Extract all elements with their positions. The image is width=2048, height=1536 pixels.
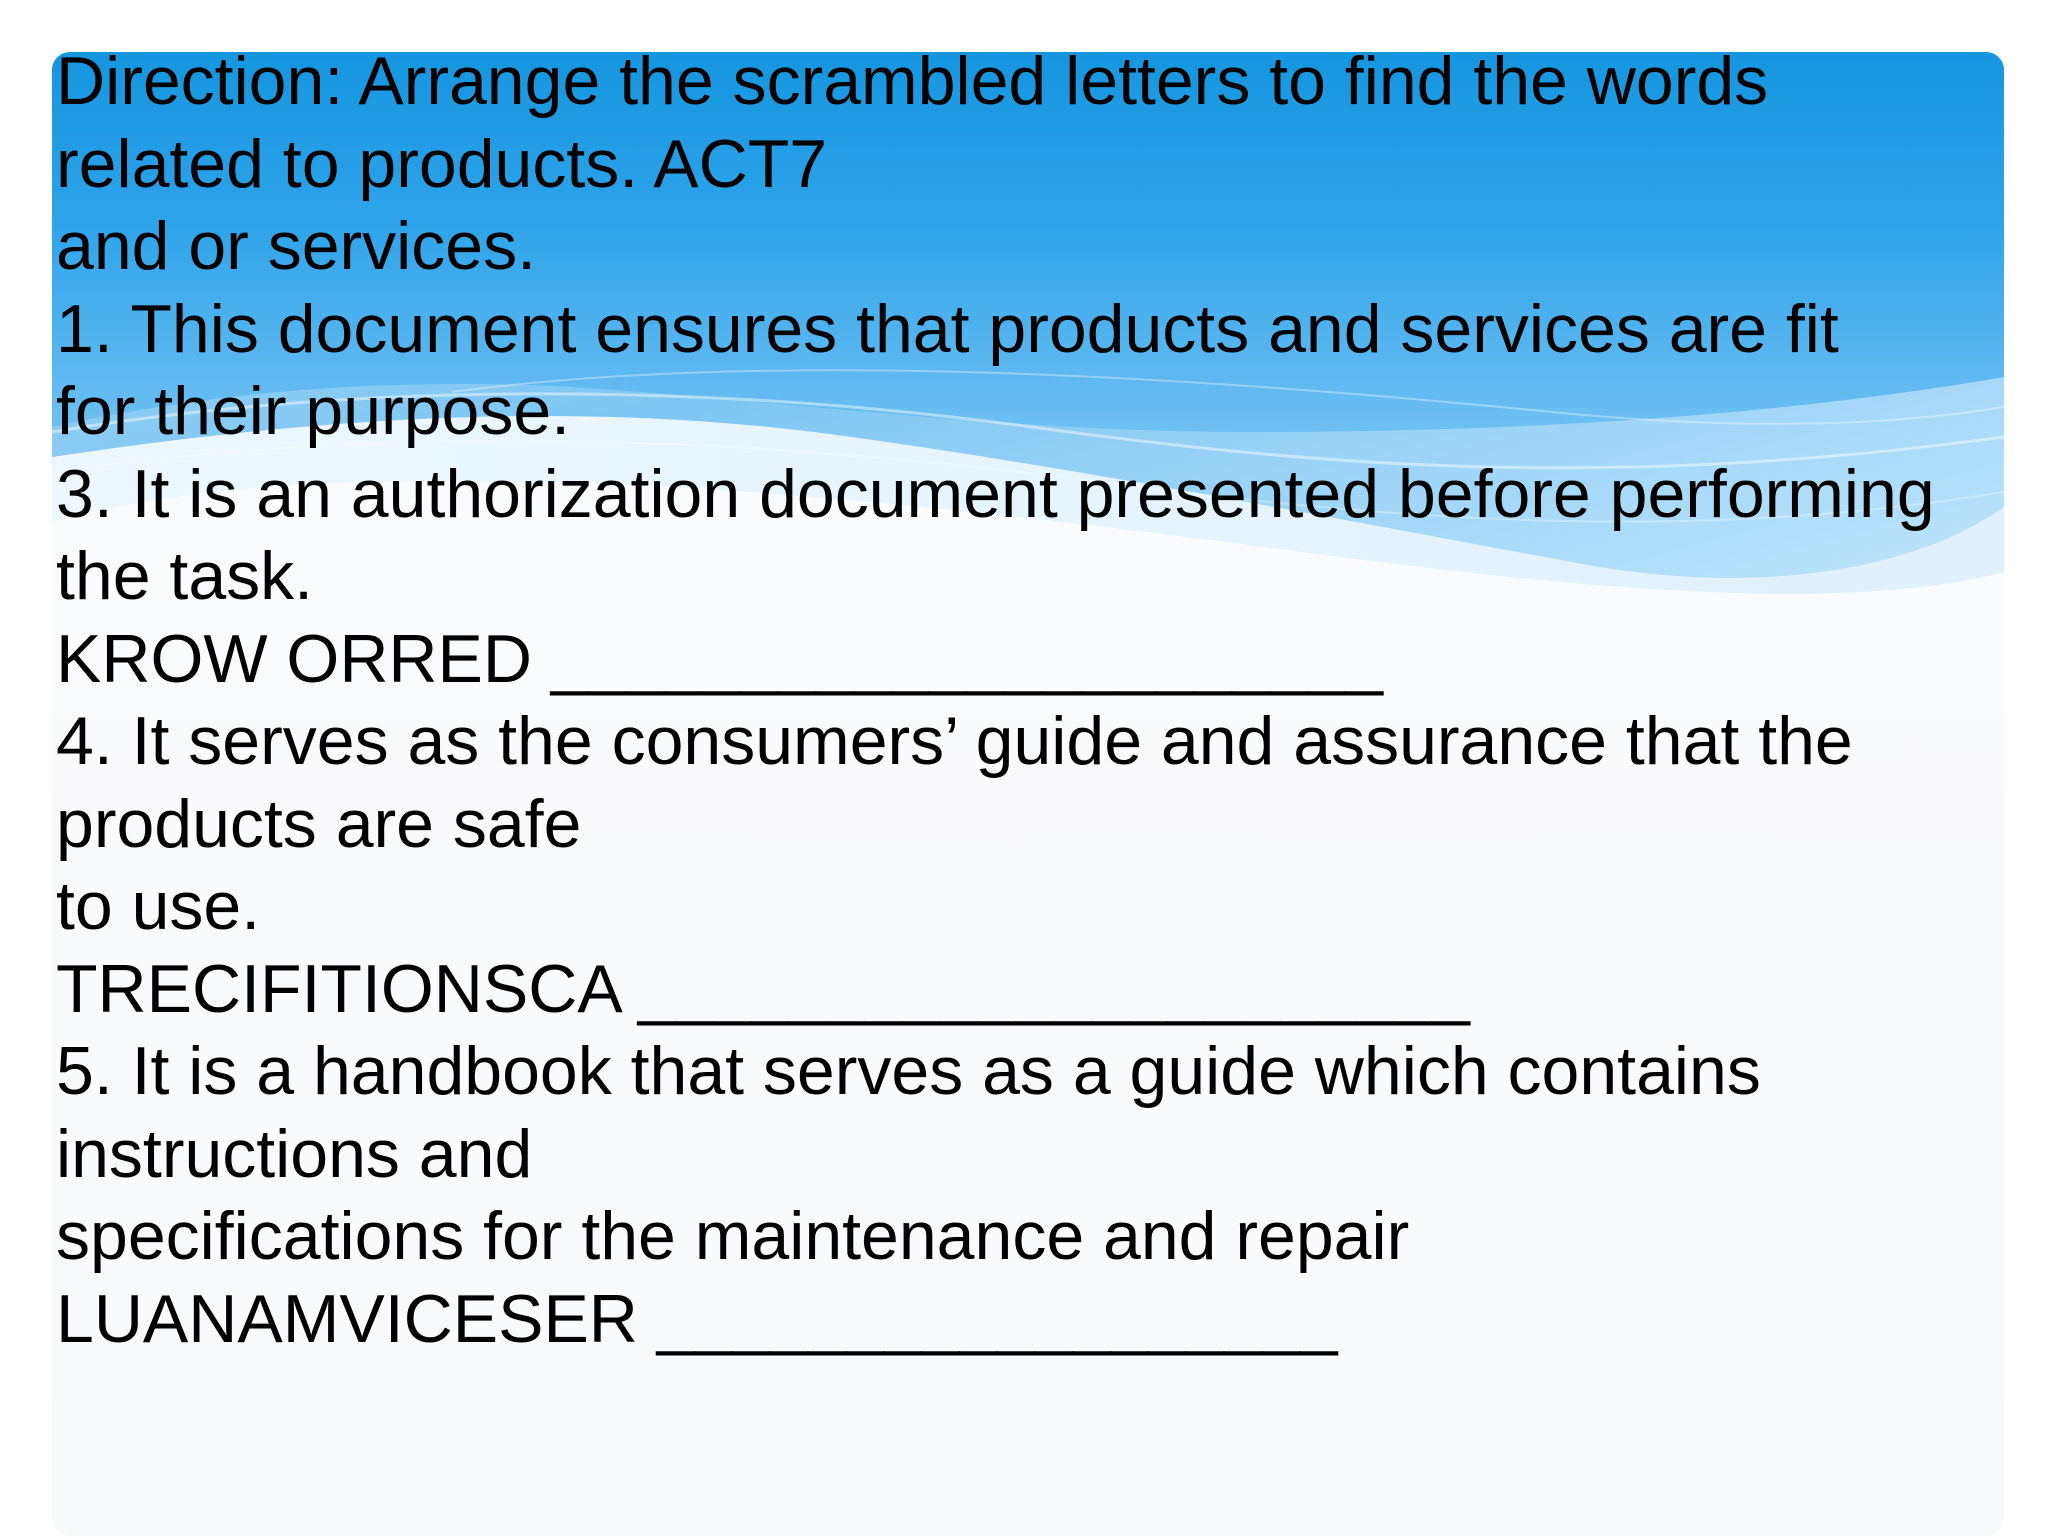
text-line: specifications for the maintenance and repair xyxy=(56,1198,1410,1274)
text-line: 5. It is a handbook that serves as a guide which contains xyxy=(56,1033,1761,1109)
text-line: Direction: Arrange the scrambled letters to find the words xyxy=(56,43,1769,119)
activity-text xyxy=(56,40,1986,1360)
answer-line-1: KROW ORRED ______________________ xyxy=(56,620,1383,697)
text-line: 1. This document ensures that products and services are fit xyxy=(56,290,1839,367)
text-line: 3. It is an authorization document presented before performing xyxy=(56,455,1935,532)
text-line: 4. It serves as the consumers’ guide and assurance that the xyxy=(56,703,1853,779)
text-line: instructions and xyxy=(56,1115,533,1192)
text-line: products are safe xyxy=(56,785,582,862)
text-line: for their purpose. xyxy=(56,373,571,449)
text-line: to use. xyxy=(56,868,261,944)
answer-line-2: TRECIFITIONSCA ______________________ xyxy=(56,950,1470,1027)
answer-line-3: LUANAMVICESER __________________ xyxy=(56,1280,1338,1357)
text-line: related to products. ACT7 xyxy=(56,125,828,202)
text-line: the task. xyxy=(56,538,314,614)
text-line: and or services. xyxy=(56,208,536,284)
